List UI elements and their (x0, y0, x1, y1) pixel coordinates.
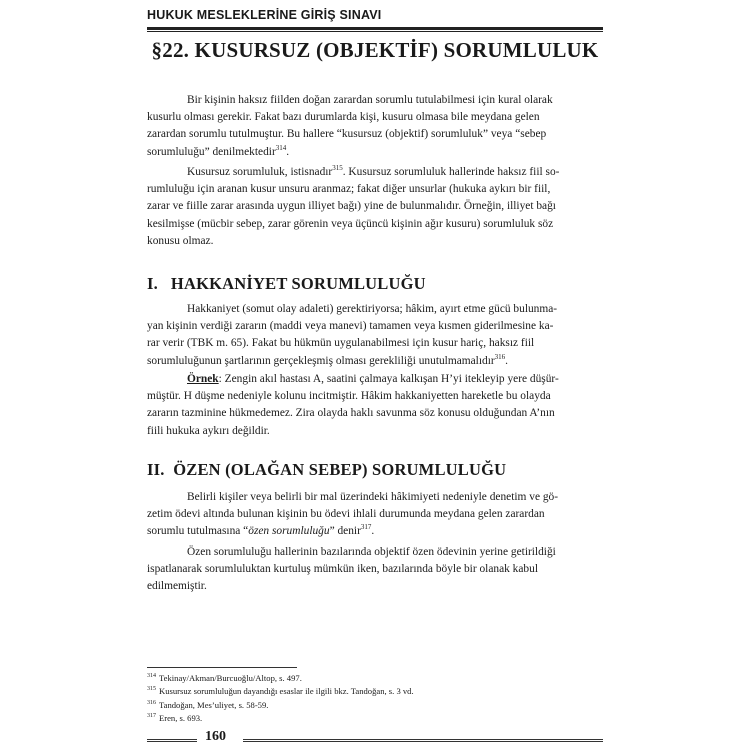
footnote (147, 684, 414, 697)
text-segment: ” denir (329, 525, 361, 538)
footnote (147, 698, 414, 711)
footer-rule-right (243, 739, 603, 740)
page-number: 160 (205, 729, 226, 744)
footnote-number: 317 (147, 713, 156, 720)
text-segment: . Kusursuz sorumluluk hallerinde haksız fiil so- (342, 166, 560, 178)
section-heading-1: I. HAKKANİYET SORUMLULUĞU (147, 274, 426, 293)
text-segment: sorumluluğunun şartlarının gerçekleşmiş olması gerekliliği unutulmamalıdır (147, 354, 495, 367)
footnote-text: Tekinay/Akman/Burcuoğlu/Altop, s. 497. (159, 672, 302, 683)
intro-paragraph-2 (147, 164, 603, 250)
text-segment: Kusursuz sorumluluk, istisnadır (187, 166, 333, 178)
running-head: HUKUK MESLEKLERİNE GİRİŞ SINAVI (147, 8, 382, 22)
text-segment: sorumluluğu” denilmektedir (147, 145, 276, 158)
text-line: rar verir (TBK m. 65). Fakat bu hükmün uygulanabilmesi için kusur hariç, haksız fiil (147, 337, 535, 350)
footnote-ref: 317 (360, 523, 372, 532)
text-line: müştür. H düşme nedeniyle kolunu incitmiştir. Hâkim hakkaniyetten hareketle bu olayda (147, 390, 551, 403)
page-footer (147, 728, 603, 748)
section-heading-2: II. ÖZEN (OLAĞAN SEBEP) SORUMLULUĞU (147, 460, 507, 479)
text-line: Özen sorumluluğu hallerinin bazılarında objektif özen ödevinin yerine getirildiği (187, 546, 556, 558)
footnote (147, 711, 414, 724)
text-line: zarardan sorumlu tutulmuştur. Bu hallere “kusursuz (objektif) sorumluluk” veya “sebep (147, 128, 547, 141)
text-line: kesilmişse (mücbir sebep, zarar görenin veya üçüncü kişinin ağır kusuru) sorumluluk söz (147, 217, 554, 230)
section2-paragraph-1 (147, 489, 603, 541)
footnote-number: 316 (147, 699, 156, 706)
footer-rule-right (243, 741, 603, 742)
text-line: zararın tazminine hükmedemez. Zira olayda haklı savunma söz konusu olduğundan A’nın (147, 407, 555, 420)
header-rule-thin (147, 31, 603, 32)
text-line: edilmemiştir. (147, 580, 207, 593)
text-line: zetim ödevi altında bulunan kişinin bu ödevi ihlali durumunda meydana gelen zarardan (147, 508, 545, 521)
example-label: Örnek (187, 373, 219, 385)
footnote-ref: 316 (494, 352, 506, 361)
section2-paragraph-2 (147, 544, 603, 596)
intro-paragraph-1 (147, 92, 603, 161)
header-rule (147, 27, 603, 30)
text-segment: : Zengin akıl hastası A, saatini çalmaya kalkışan H’yi itekleyip yere düşür- (218, 373, 559, 385)
section1-paragraph-1 (147, 301, 603, 370)
footnote-number: 315 (147, 686, 156, 693)
footnote-ref: 315 (332, 164, 343, 173)
text-line: Bir kişinin haksız fiilden doğan zarardan sorumlu tutulabilmesi için kural olarak (187, 94, 553, 106)
text-line: rumluluğu için aranan kusur unsuru aranmaz; fakat diğer unsurlar (hukuka aykırı bir fiil, (147, 183, 551, 196)
text-line: sorumluluğu” denilmektedir$^{314}$. (147, 143, 290, 158)
text-line: konusu olmaz. (147, 234, 214, 247)
footer-rule-left (147, 739, 197, 740)
footnote-rule (147, 667, 297, 668)
example-paragraph (147, 371, 603, 440)
chapter-title: §22. KUSURSUZ (OBJEKTİF) SORUMLULUK (151, 38, 599, 62)
text-line (147, 371, 603, 388)
text-line: yan kişinin verdiği zararın (maddi veya manevi) tamamen veya kısmen giderilmesine ka- (147, 320, 554, 333)
footer-rule-left (147, 741, 197, 742)
text-line: ispatlanarak sorumluluktan kurtuluş mümkün iken, bazılarında böyle bir olanak kabul (147, 563, 538, 576)
text-line: zarar ve fiille zarar arasında uygun illiyet bağı) yine de bulunmalıdır. Örneğin, illiyet bağı (147, 200, 556, 213)
footnote-text: Eren, s. 693. (159, 713, 203, 724)
text-line: sorumlu tutulmasına “özen sorumluluğu” denir$^{317}$. (147, 523, 375, 538)
text-line: Belirli kişiler veya belirli bir mal üzerindeki hâkimiyeti nedeniyle denetim ve gö- (187, 491, 559, 503)
footnotes (147, 671, 414, 725)
footnote-ref: 314 (275, 143, 287, 152)
text-line: sorumluluğunun şartlarının gerçekleşmiş olması gerekliliği unutulmamalıdır$^{316}$. (147, 352, 509, 367)
text-line (147, 164, 603, 181)
footnote-text: Tandoğan, Mes’uliyet, s. 58-59. (159, 699, 269, 710)
footnote-number: 314 (147, 673, 156, 679)
text-segment: sorumlu tutulmasına “ (147, 525, 249, 538)
text-line: kusurlu olması gerekir. Fakat bazı durumlarda kişi, kusuru olmasa bile meydana gelen (147, 111, 540, 124)
footnote (147, 671, 414, 684)
text-line: Hakkaniyet (somut olay adaleti) gerektiriyorsa; hâkim, ayırt etme gücü bulunma- (187, 303, 558, 315)
footnote-text: Kusursuz sorumluluğun dayandığı esaslar ile ilgili bkz. Tandoğan, s. 3 vd. (159, 686, 414, 697)
italic-term: özen sorumluluğu (248, 525, 330, 538)
text-line: fiili hukuka aykırı değildir. (147, 424, 270, 437)
